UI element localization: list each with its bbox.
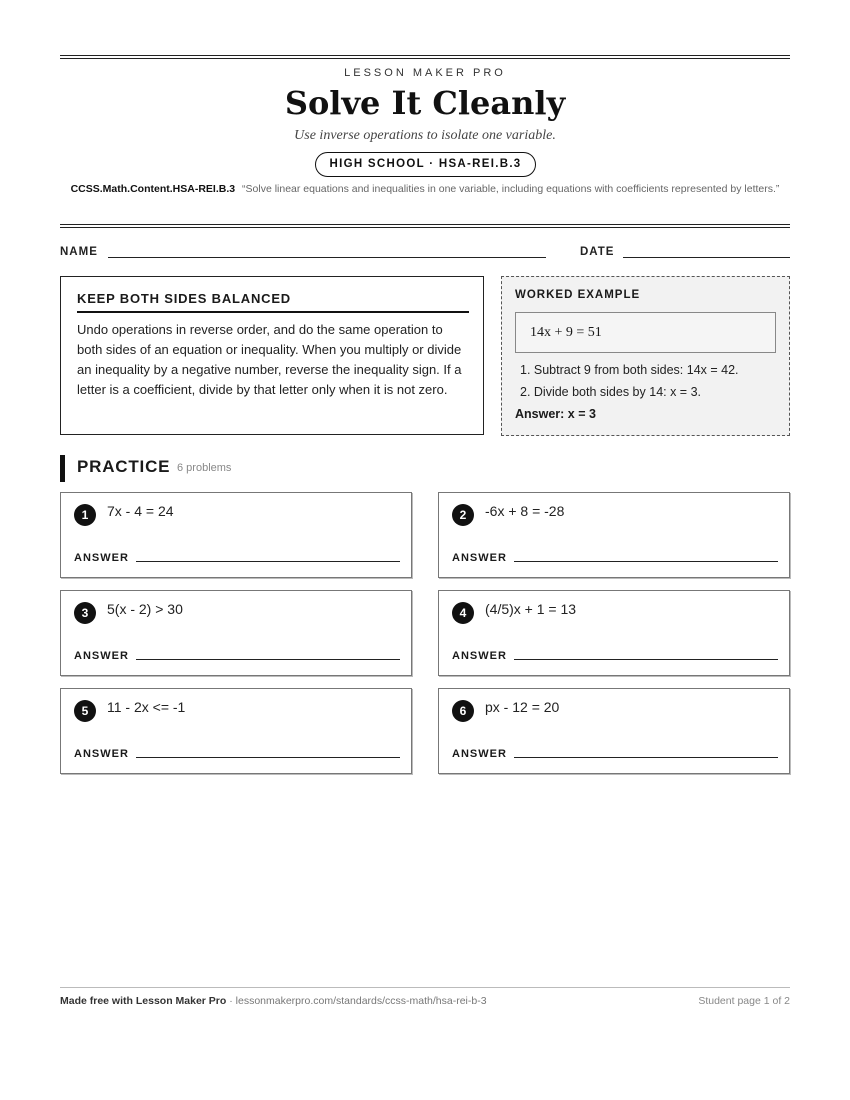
standard-code: CCSS.Math.Content.HSA-REI.B.3 — [70, 183, 236, 195]
problem-text: 7x - 4 = 24 — [107, 503, 174, 519]
problem-text: 5(x - 2) > 30 — [107, 601, 183, 617]
footer-url[interactable]: · lessonmakerpro.com/standards/ccss-math/hsa-rei-b-3 — [226, 995, 487, 1007]
problem-card-5 — [60, 688, 412, 774]
problem-card-2 — [438, 492, 790, 578]
worked-example-title: WORKED EXAMPLE — [515, 289, 641, 301]
answer-field[interactable] — [136, 757, 400, 758]
concept-title: KEEP BOTH SIDES BALANCED — [77, 291, 469, 313]
header-rule-bottom-1 — [60, 224, 790, 225]
problem-card-3 — [60, 590, 412, 676]
footer-made-with: Made free with Lesson Maker Pro — [60, 995, 227, 1007]
practice-title: PRACTICE — [77, 457, 171, 476]
answer-label: ANSWER — [452, 748, 507, 760]
brand-name: LESSON MAKER PRO — [344, 67, 506, 79]
concept-box — [60, 276, 484, 435]
problem-number: 1 — [74, 504, 96, 526]
header-rule-top-1 — [60, 55, 790, 56]
standard-text: “Solve linear equations and inequalities in one variable, including equations with coefficients represented by letters.” — [242, 183, 780, 195]
footer-page-number: Student page 1 of 2 — [698, 995, 790, 1007]
worked-example-steps — [520, 359, 785, 403]
problem-text: px - 12 = 20 — [485, 699, 560, 715]
problem-text: 11 - 2x <= -1 — [107, 699, 186, 715]
page-title: Solve It Cleanly — [284, 84, 566, 122]
standard-description — [60, 181, 790, 197]
page-subtitle: Use inverse operations to isolate one variable. — [294, 128, 556, 143]
answer-field[interactable] — [514, 561, 778, 562]
problem-card-1 — [60, 492, 412, 578]
problem-number: 4 — [452, 602, 474, 624]
answer-label: ANSWER — [452, 552, 507, 564]
answer-field[interactable] — [136, 659, 400, 660]
answer-field[interactable] — [514, 659, 778, 660]
answer-label: ANSWER — [74, 748, 129, 760]
answer-label: ANSWER — [452, 650, 507, 662]
header-rule-bottom-2 — [60, 227, 790, 228]
practice-accent-bar — [60, 455, 65, 482]
worked-example-equation: 14x + 9 = 51 — [515, 312, 776, 353]
problem-number: 6 — [452, 700, 474, 722]
date-label: DATE — [580, 246, 615, 258]
problem-number: 5 — [74, 700, 96, 722]
problem-number: 2 — [452, 504, 474, 526]
footer-credit — [60, 995, 487, 1007]
answer-field[interactable] — [514, 757, 778, 758]
answer-label: ANSWER — [74, 650, 129, 662]
problem-card-4 — [438, 590, 790, 676]
worked-example-step: 1. Subtract 9 from both sides: 14x = 42. — [520, 363, 739, 377]
header-rule-top-2 — [60, 58, 790, 59]
practice-count: 6 problems — [177, 462, 232, 474]
problem-card-6 — [438, 688, 790, 774]
answer-field[interactable] — [136, 561, 400, 562]
problem-number: 3 — [74, 602, 96, 624]
worked-example-step: 2. Divide both sides by 14: x = 3. — [520, 385, 702, 399]
level-badge: HIGH SCHOOL · HSA-REI.B.3 — [315, 152, 536, 177]
name-field[interactable] — [108, 257, 546, 258]
name-label: NAME — [60, 246, 98, 258]
footer-rule — [60, 987, 790, 988]
worked-example-answer: Answer: x = 3 — [515, 407, 596, 421]
concept-body: Undo operations in reverse order, and do the same operation to both sides of an equation or inequality. When you multiply or divide an inequality by a negative number, reverse the inequality sign. If a letter is a coefficient, divide by that letter only when it is not zero. — [77, 322, 462, 397]
problem-text: -6x + 8 = -28 — [485, 503, 565, 519]
worked-example-box — [501, 276, 790, 436]
date-field[interactable] — [623, 257, 790, 258]
answer-label: ANSWER — [74, 552, 129, 564]
problem-text: (4/5)x + 1 = 13 — [485, 601, 577, 617]
